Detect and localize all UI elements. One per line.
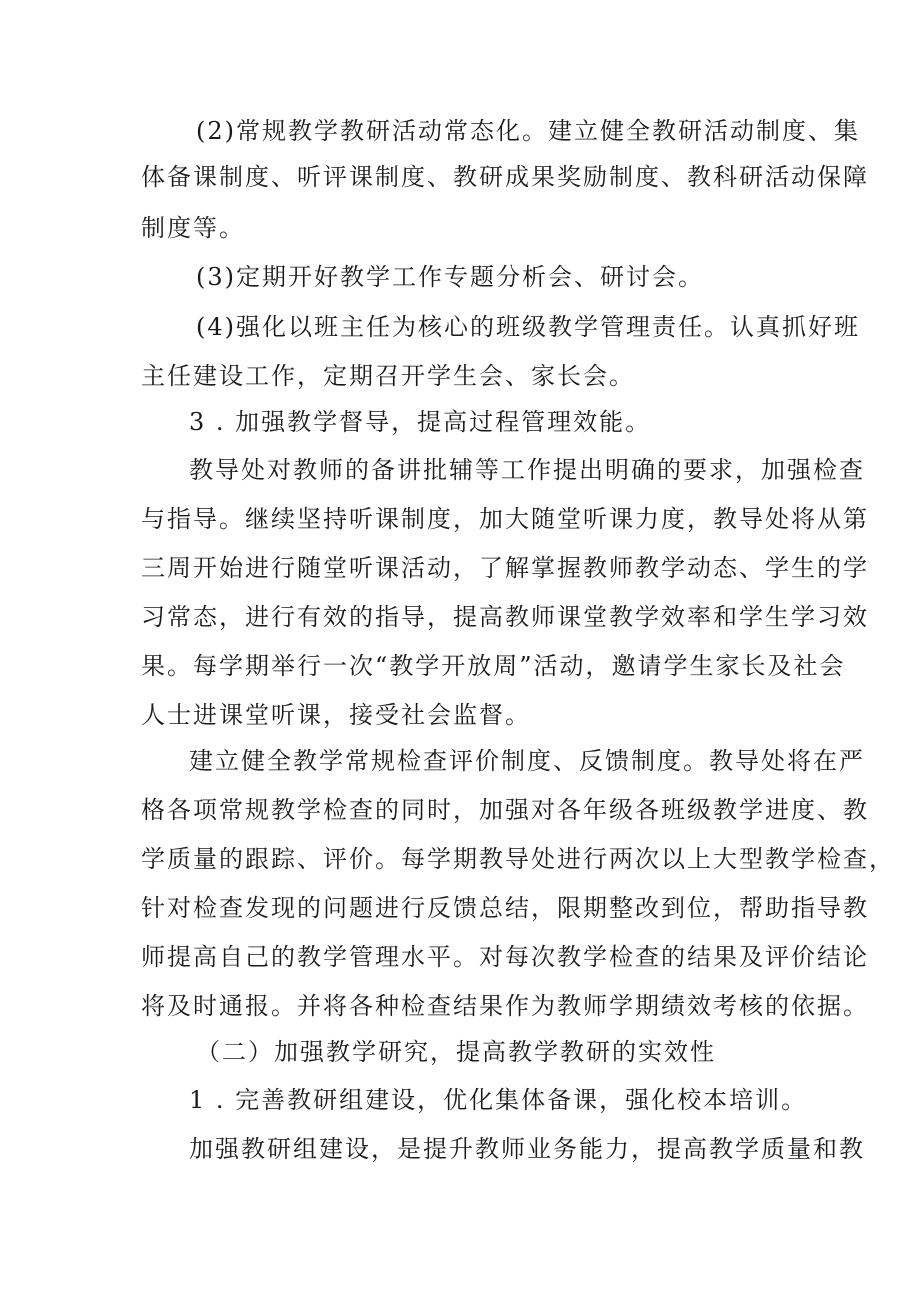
text-line: (2)常规教学教研活动常态化。建立健全教研活动制度、集	[196, 117, 860, 145]
text-line: 人士进课堂听课，接受社会监督。	[141, 701, 531, 729]
text-line: 格各项常规教学检查的同时，加强对各年级各班级教学进度、教	[141, 796, 869, 824]
text-line: 3 . 加强教学督导，提高过程管理效能。	[189, 408, 652, 436]
text-line: 三周开始进行随堂听课活动，了解掌握教师教学动态、学生的学	[141, 554, 869, 582]
section-heading: （二）加强教学研究，提高教学教研的实效性	[196, 1038, 716, 1066]
text-line: 针对检查发现的问题进行反馈总结，限期整改到位，帮助指导教	[141, 894, 869, 922]
text-line: 加强教研组建设，是提升教师业务能力，提高教学质量和教	[189, 1135, 865, 1163]
text-line: 制度等。	[141, 214, 245, 242]
text-line: 习常态，进行有效的指导，提高教师课堂教学效率和学生学习效	[141, 603, 869, 631]
subsection-heading: 1 . 完善教研组建设，优化集体备课，强化校本培训。	[189, 1086, 808, 1114]
text-line: 师提高自己的教学管理水平。对每次教学检查的结果及评价结论	[141, 943, 869, 971]
text-line: 学质量的跟踪、评价。每学期教导处进行两次以上大型教学检查，	[141, 845, 895, 873]
text-line: 建立健全教学常规检查评价制度、反馈制度。教导处将在严	[189, 747, 865, 775]
text-line: 教导处对教师的备讲批辅等工作提出明确的要求，加强检查	[189, 456, 865, 484]
text-line: 体备课制度、听评课制度、教研成果奖励制度、教科研活动保障	[141, 163, 869, 191]
text-line: 将及时通报。并将各种检查结果作为教师学期绩效考核的依据。	[141, 992, 869, 1020]
text-line: 与指导。继续坚持听课制度，加大随堂听课力度，教导处将从第	[141, 505, 869, 533]
text-line: 主任建设工作，定期召开学生会、家长会。	[141, 362, 635, 390]
text-line: 果。每学期举行一次“教学开放周”活动，邀请学生家长及社会	[141, 652, 846, 680]
text-line: (4)强化以班主任为核心的班级教学管理责任。认真抓好班	[196, 313, 860, 341]
text-line: (3)定期开好教学工作专题分析会、研讨会。	[196, 263, 704, 291]
